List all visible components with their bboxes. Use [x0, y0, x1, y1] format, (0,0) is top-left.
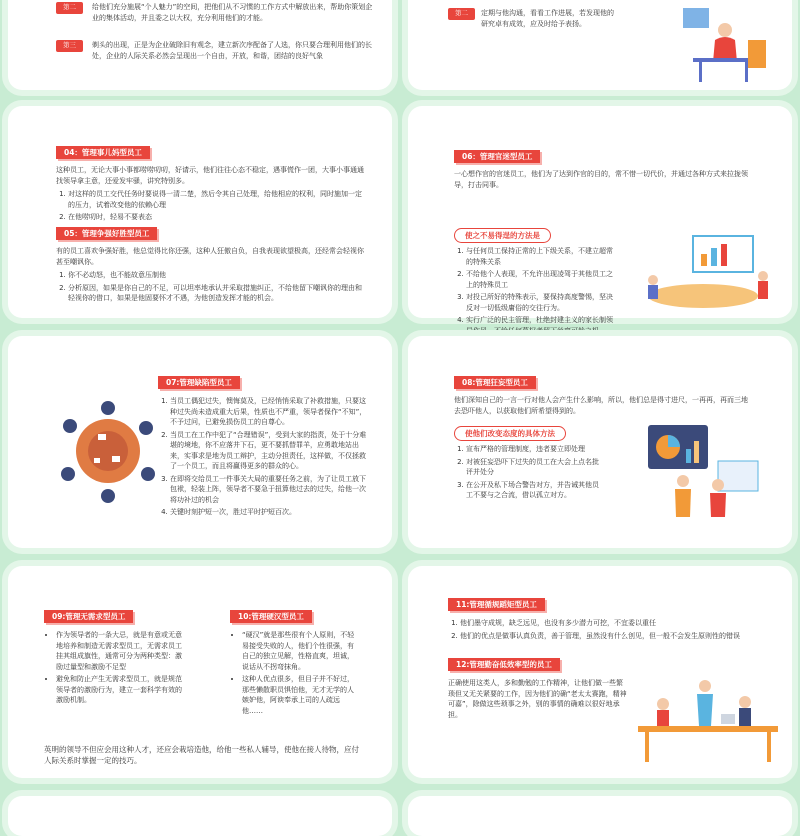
method-list [454, 444, 604, 501]
list-item: 1. 与任何员工保持正常的上下级关系，不建立超常的特殊关系 [466, 246, 614, 267]
slide-1 [8, 0, 392, 90]
section-11-title: 11:管理循规蹈矩型员工 [448, 598, 545, 611]
section-05-list [56, 270, 366, 304]
slide-8 [408, 566, 792, 778]
list-item: 2. 他们的优点是做事认真负责，善于管理，虽然没有什么创见，但一般不会发生原则性的错误 [460, 631, 768, 642]
list-item: • “硬汉”就是那些很有个人原则，不轻易接受失败的人，他们个性很强，有自己的独立见解，性格直爽，坦诚，说话从不拐弯抹角。 [242, 630, 360, 672]
section-11-list [448, 618, 768, 641]
section-07-list [158, 396, 368, 518]
list-item: 2. 当员工在工作中犯了“合理错误”，受到大家的指责，处于十分难堪的境地，你不应落井下石，更不要抓替罪羊，应勇敢地站出来，实事求是地为员工辩护，主动分担责任，这样做，不仅拯救了一个员工，而且将赢得更多的群众的心。 [170, 430, 368, 472]
list-item: 2. 分析原因，如果是你自己的不足，可以坦率地承认并采取措施纠正，不给他留下嘲讽你的理由和轻视你的借口，如果是他固要怀才不遇，为他创造发挥才能的机会。 [68, 283, 366, 304]
list-item: 4. 实行广泛的民主管理，杜绝封建主义的家长制领导作风，不给任何墓权者留下丝毫可趁之机。 [466, 315, 614, 336]
section-09-title: 09:管理无需求型员工 [44, 610, 133, 623]
list-item: 1. 你不必动怒，也不能故意压制他 [68, 270, 366, 281]
slide-7 [8, 566, 392, 778]
team-analytics-illustration [628, 421, 768, 521]
office-worker-illustration [653, 0, 773, 85]
round-table-meeting-illustration [48, 396, 168, 506]
section-09-list [44, 630, 184, 706]
list-item: 3. 在公开及私下场合警告对方，并告诫其他员工不要与之合流，借以孤立对方。 [466, 480, 604, 501]
section-10-title: 10:管理硬汉型员工 [230, 610, 312, 623]
meeting-presentation-illustration [623, 236, 783, 316]
list-item: 2. 不给他个人表现，不允许出现凌驾于其他员工之上的特殊员工 [466, 269, 614, 290]
list-item: • 作为领导者的一条大忌，就是有意或无意地培养和制造无需求型员工，无需求员工挂其组成旗性，通常可分为两种类型：激励过量型和激励不足型 [56, 630, 184, 672]
section-07-title: 07:管理缺陷型员工 [158, 376, 240, 389]
footer-note: 英明的领导不但应会用这种人才，还应会栽培造他，给他一些私人辅导，使他在接人待物，应付人际关系时掌握一定的技巧。 [44, 745, 359, 766]
list-item: 3. 对投己所好的特殊表示，要保持高度警惕，坚决反对一切低级庸俗的交往行为。 [466, 292, 614, 313]
slide-5 [8, 336, 392, 548]
list-item: 1. 当员工偶犯过失，懊悔莫及，已经悄悄采取了补救措施，只要这种过失尚未造成重大后果，性质也不严重，领导者保作“不知”，不予过问，已避免损伤员工的自尊心。 [170, 396, 368, 428]
section-04-title: 04：管理事儿妈型员工 [56, 146, 150, 159]
method-title: 使之不易得逞的方法是 [454, 228, 551, 243]
list-item: 2. 对被狂妄恐吓下过失的员工在大会上点名批评并处分 [466, 457, 604, 478]
method-list [454, 246, 614, 336]
section-06-intro: 一心想作官的官迷员工，他们为了达到作官的目的，常不惜一切代价，并通过各种方式来拉拢领导，打击同事。 [454, 170, 748, 189]
method-title: 使他们改变态度的具体方法 [454, 426, 566, 441]
slide-6 [408, 336, 792, 548]
slide-4 [408, 106, 792, 335]
section-05-title: 05：管理争强好胜型员工 [56, 227, 157, 240]
slide-3 [8, 106, 392, 318]
section-10-list [230, 630, 360, 716]
item-2-text: 定期与他沟通，看看工作进展，若发现他的研究卓有成效，应及时给予表扬。 [481, 9, 614, 28]
list-item: 1. 他们墨守成规，缺乏远见，也没有多少潜力可挖，不宜委以重任 [460, 618, 768, 629]
list-item: 1. 宣布严格的管理制度，违者要立即处理 [466, 444, 604, 455]
section-04-list [56, 189, 366, 223]
list-item: • 避免和防止产生无需求型员工，就是规范领导者的激励行为，建立一套科学有效的激励机制。 [56, 674, 184, 706]
slide-9 [8, 796, 392, 836]
slide-10 [408, 796, 792, 836]
list-item: 1. 对这样的员工交代任务时要说得一清二楚，然后令其自己处理，给他相应的权利，同时施加一定的压力，试着改变他的依赖心理 [68, 189, 366, 210]
list-item: 2. 在他唠叨时，轻易不要表态 [68, 212, 366, 223]
section-08-title: 08:管理狂妄型员工 [454, 376, 536, 389]
section-06-title: 06：管理官迷型员工 [454, 150, 540, 163]
slide-2 [408, 0, 792, 90]
section-08-intro: 他们深知自己的一言一行对他人会产生什么影响，所以，他们总是得寸进尺，一再再，再而三地去恐吓他人，以获取他们所希望得到的。 [454, 396, 748, 415]
list-item: 4. 关键时刻护短一次，胜过平时护短百次。 [170, 507, 368, 518]
section-05-intro: 有的员工喜欢争强好胜，他总觉得比你还强，这种人狂傲自负，自我表现欲望极高，还经常会轻视你甚至嘲讽你。 [56, 247, 364, 266]
item-2-text: 给他们充分施展“个人魅力”的空间，把他们从不习惯的工作方式中解放出来，帮助你策划企业的集体活动，并且委之以大权，充分利用他们的才能。 [92, 3, 373, 22]
list-item: • 这种人优点很多，但目子并不好过，那些懒散职员惧怕他，无才无学的人嫉妒他，阿谀奉承上司的人疏远他…… [242, 674, 360, 716]
item-2-tag: 第二 [56, 2, 83, 14]
section-04-intro: 这种员工，无论大事小事都唠唠叨叨，好请示，他们往往心态不稳定，遇事慌作一团，大事小事通通找领导拿主意，还爱发牢骚，讲究特别多。 [56, 166, 364, 185]
section-12-text: 正确使用这类人，多和勤勉的工作精神，让他们做一些繁琐但又无关紧要的工作，因为他们的确“老太太赛跑，精神可嘉”，除做这些琐事之外，别的事情的确难以很好地承担。 [448, 679, 627, 719]
office-team-illustration [633, 666, 783, 766]
item-2-tag: 第二 [448, 8, 475, 20]
section-12-title: 12:管理勤奋低效率型的员工 [448, 658, 560, 671]
list-item: 3. 在即将交给员工一件事关大局的重要任务之前，为了让员工放下包袱，轻装上阵，领导者不要急于扭算他过去的过失，给他一次将功补过的机会 [170, 474, 368, 506]
item-3-text: 剃头的出现，正是为企业破除旧有观念，建立新次序配备了人选，你只要合理利用他们的长处，企业的人际关系必然会呈现出一个自由，开放，和谐，团结的良好气象 [92, 41, 372, 60]
item-3-tag: 第三 [56, 40, 83, 52]
